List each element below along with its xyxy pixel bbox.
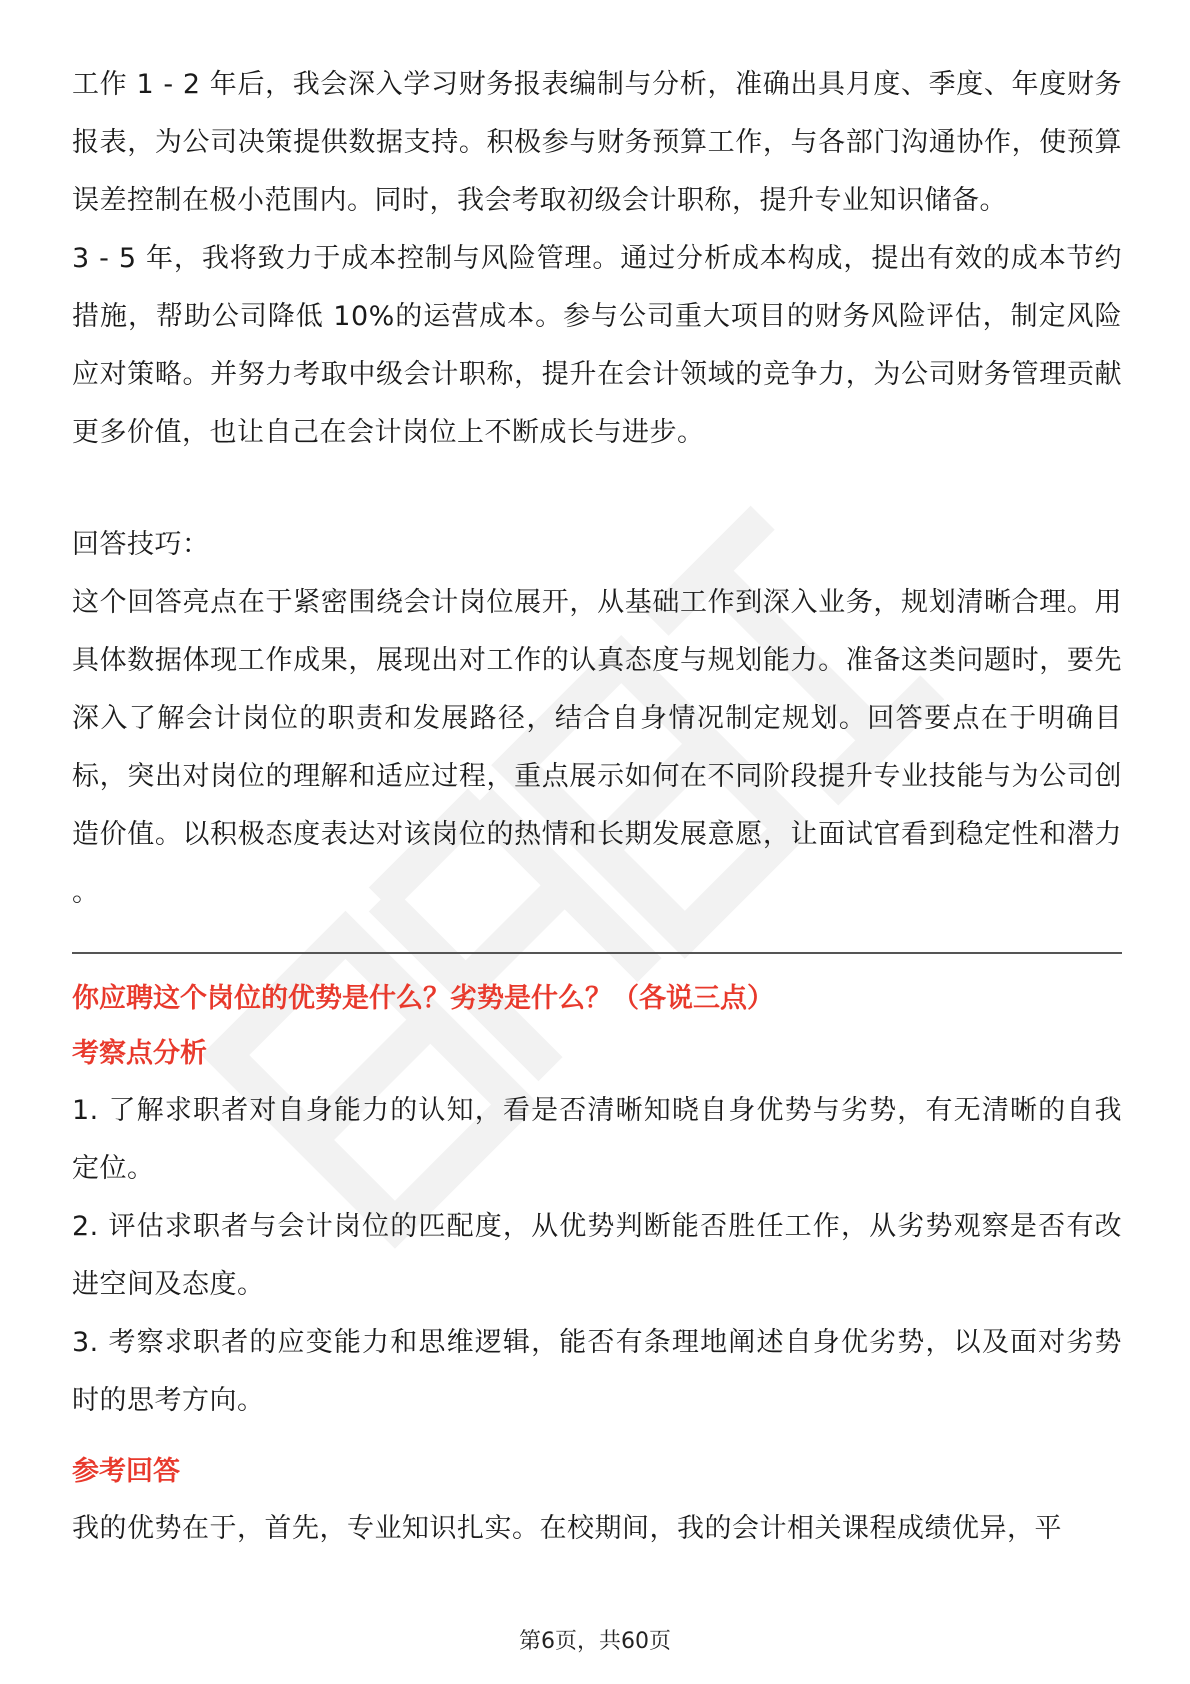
- analysis-title: 考察点分析: [72, 1038, 207, 1069]
- document-page: [72, 56, 1122, 1558]
- tips-label: 回答技巧：: [72, 529, 210, 560]
- reference-title: 参考回答: [72, 1456, 180, 1487]
- analysis-item-2: 2. 评估求职者与会计岗位的匹配度，从优势判断能否胜任工作，从劣势观察是否有改进空间及态度。: [72, 1211, 1122, 1300]
- question-heading: 你应聘这个岗位的优势是什么？劣势是什么？（各说三点）: [72, 983, 774, 1014]
- analysis-item-3: 3. 考察求职者的应变能力和思维逻辑，能否有条理地阐述自身优劣势，以及面对劣势时的思考方向。: [72, 1327, 1122, 1416]
- page-footer: 第6页，共60页: [519, 1629, 671, 1654]
- reference-text: 我的优势在于，首先，专业知识扎实。在校期间，我的会计相关课程成绩优异，平: [72, 1513, 1062, 1544]
- section-divider: [72, 952, 1122, 954]
- intro-paragraph-1: 工作 1 - 2 年后，我会深入学习财务报表编制与分析，准确出具月度、季度、年度财务报表，为公司决策提供数据支持。积极参与财务预算工作，与各部门沟通协作，使预算误差控制在极小范围内。同时，我会考取初级会计职称，提升专业知识储备。: [72, 69, 1122, 216]
- tips-text: 这个回答亮点在于紧密围绕会计岗位展开，从基础工作到深入业务，规划清晰合理。用具体数据体现工作成果，展现出对工作的认真态度与规划能力。准备这类问题时，要先深入了解会计岗位的职责和发展路径，结合自身情况制定规划。回答要点在于明确目标，突出对岗位的理解和适应过程，重点展示如何在不同阶段提升专业技能与为公司创造价值。以积极态度表达对该岗位的热情和长期发展意愿，让面试官看到稳定性和潜力 。: [72, 587, 1122, 908]
- spacer: [72, 462, 1122, 516]
- intro-paragraph-2: 3 - 5 年，我将致力于成本控制与风险管理。通过分析成本构成，提出有效的成本节约措施，帮助公司降低 10%的运营成本。参与公司重大项目的财务风险评估，制定风险应对策略。并努力考取中级会计职称，提升在会计领域的竞争力，为公司财务管理贡献更多价值，也让自己在会计岗位上不断成长与进步。: [72, 243, 1122, 448]
- analysis-item-1: 1. 了解求职者对自身能力的认知，看是否清晰知晓自身优势与劣势，有无清晰的自我定位。: [72, 1095, 1122, 1184]
